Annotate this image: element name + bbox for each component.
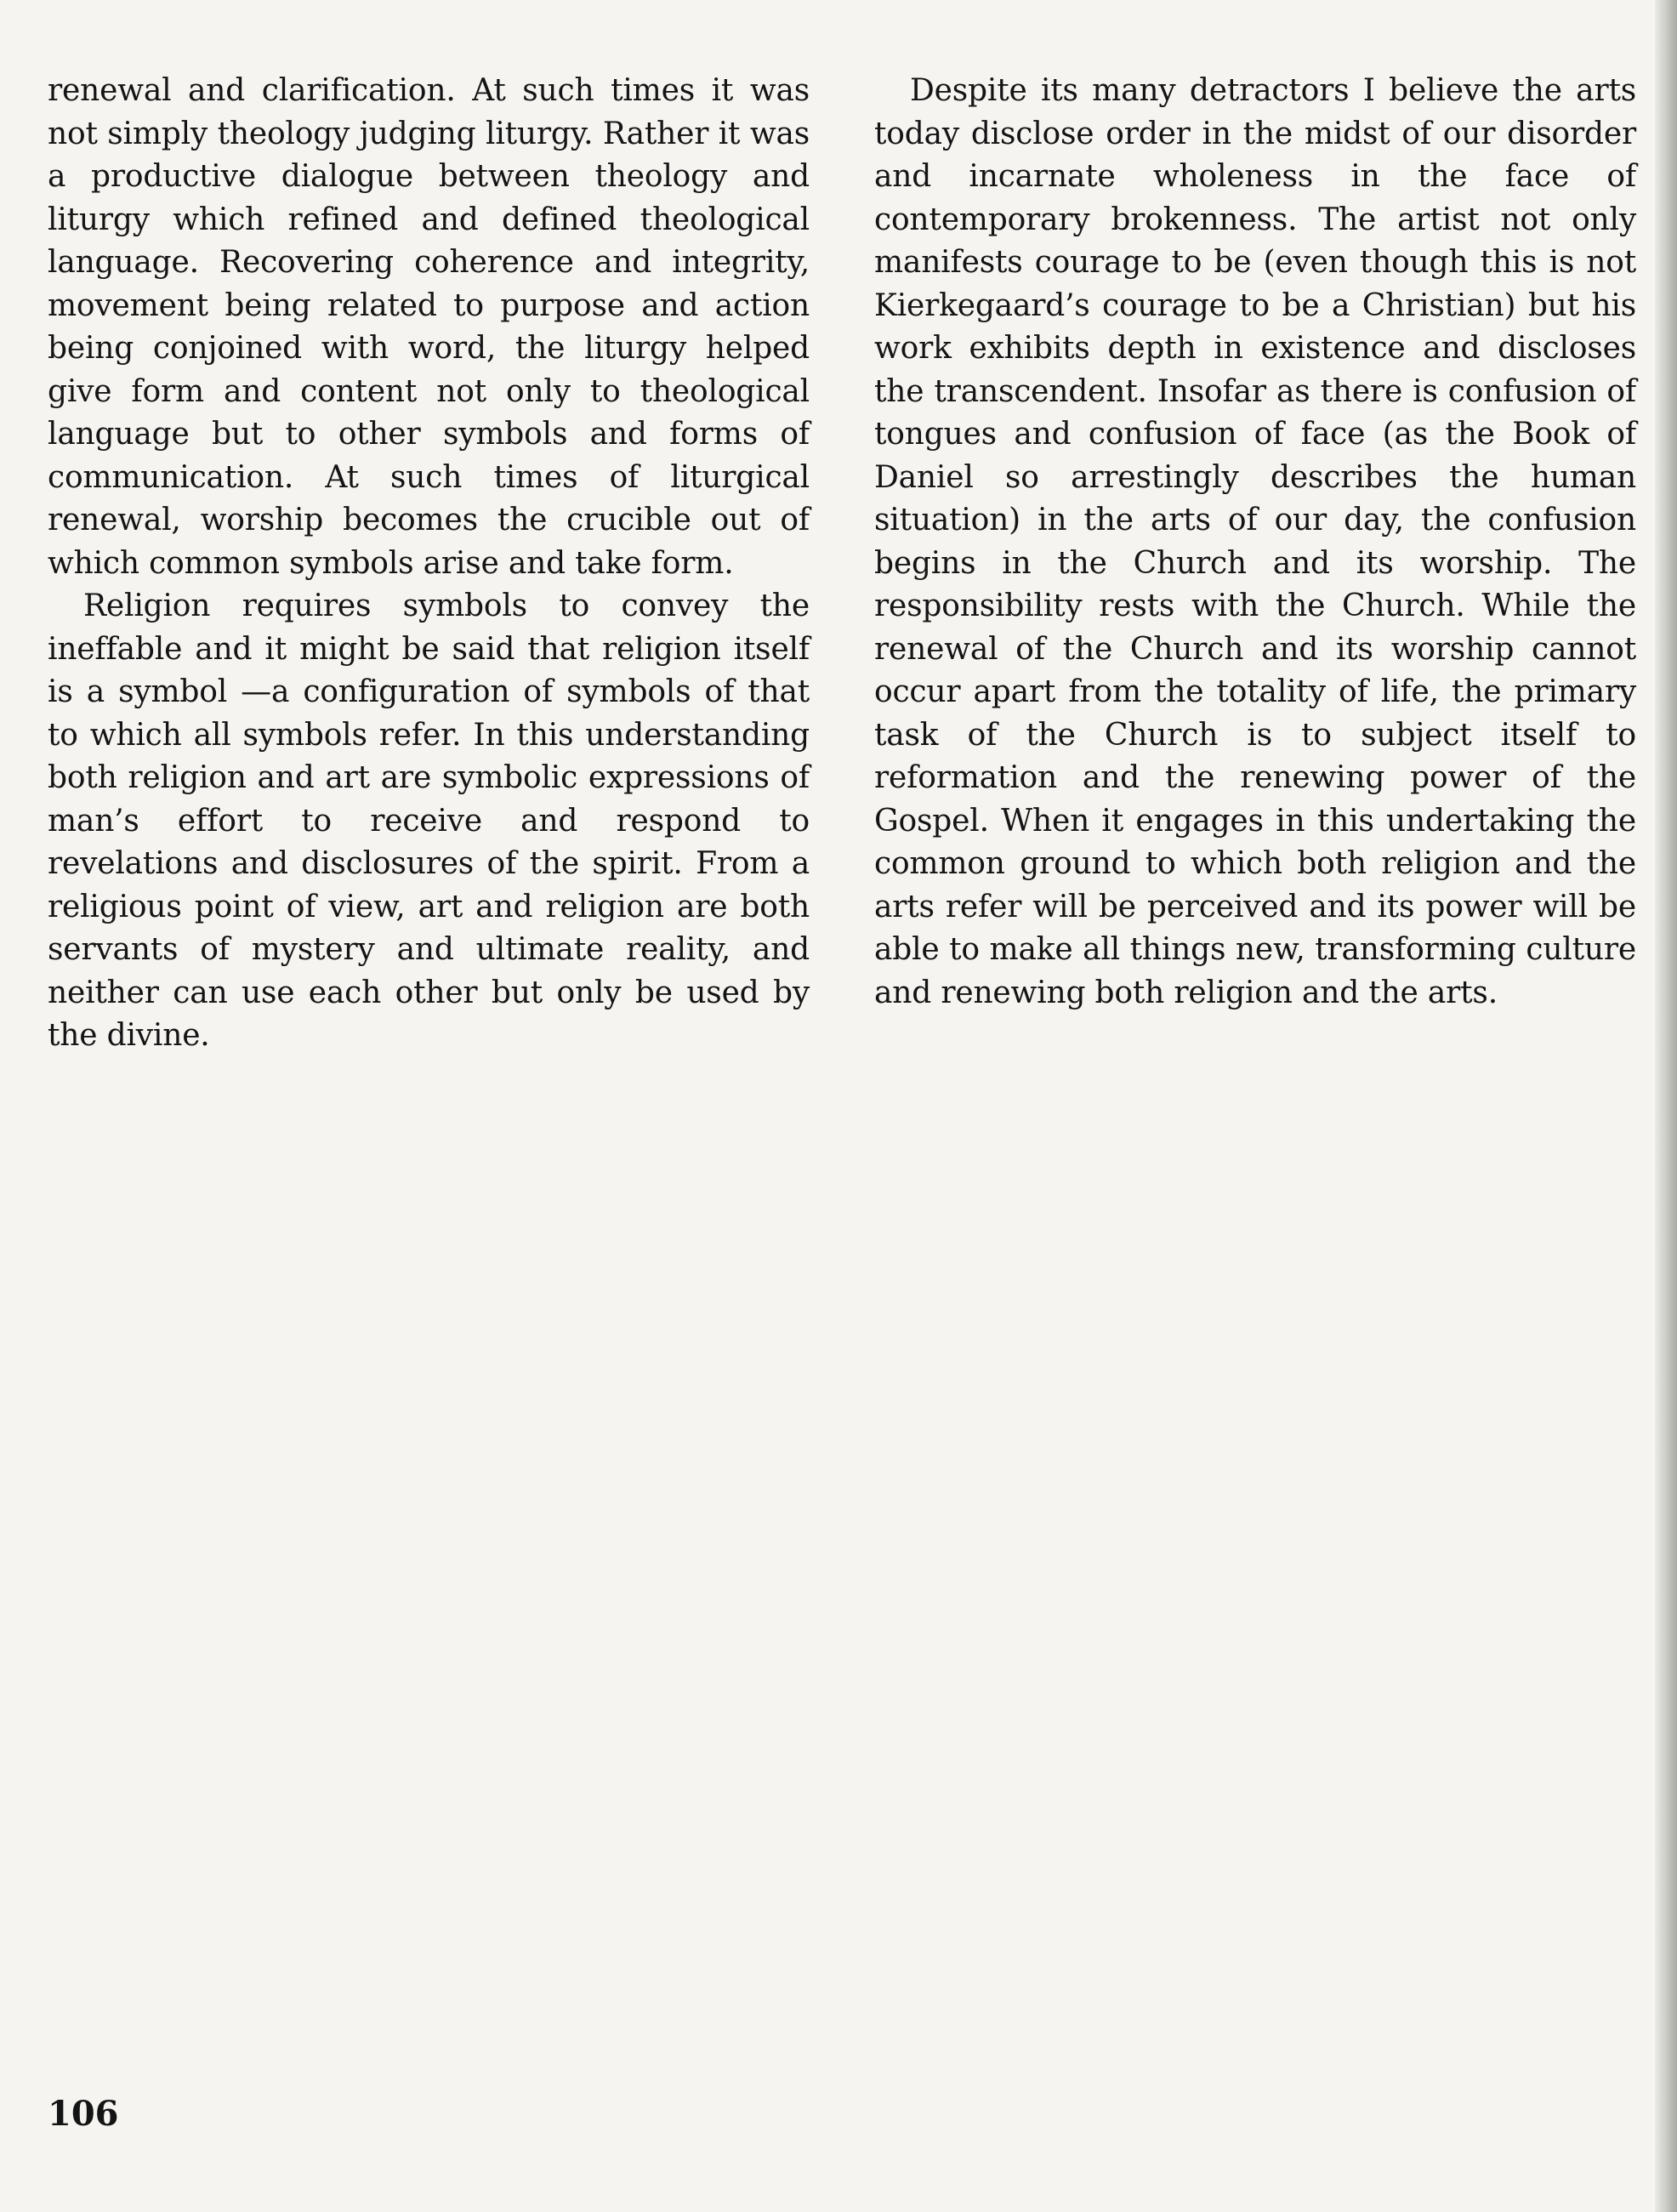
page-number: 106	[48, 2094, 119, 2134]
left-paragraph-2: Religion requires symbols to convey the ineffable and it might be said that religion itself is a symbol —a configuration of symbols of that to which all symbols refer. In this understanding both religion and art are symbolic expressions of man’s effort to receive and respond to revelations and disclosures of the spirit. From a religious point of view, art and religion are both servants of mystery and ultimate reality, and neither can use each other but only be used by the divine.	[48, 589, 810, 1053]
left-column	[48, 70, 810, 1058]
right-paragraph-1: Despite its many detractors I believe the arts today disclose order in the midst of our disorder and incarnate wholeness in the face of contemporary brokenness. The artist not only manifests courage to be (even though this is not Kierkegaard’s courage to be a Christian) but his work exhibits depth in existence and discloses the transcendent. Insofar as there is confusion of tongues and confusion of face (as the Book of Daniel so arrestingly describes the human situation) in the arts of our day, the confusion begins in the Church and its worship. The responsibility rests with the Church. While the renewal of the Church and its worship cannot occur apart from the totality of life, the primary task of the Church is to subject itself to reformation and the renewing power of the Gospel. When it engages in this undertaking the common ground to which both religion and the arts refer will be perceived and its power will be able to make all things new, transforming culture and renewing both religion and the arts.	[874, 73, 1636, 1010]
left-paragraph-1: renewal and clarification. At such times it was not simply theology judging liturgy. Rather it was a productive dialogue between theology and liturgy which refined and defined theological language. Recovering coherence and integrity, movement being related to purpose and action being conjoined with word, the liturgy helped give form and content not only to theological language but to other symbols and forms of communication. At such times of liturgical renewal, worship becomes the crucible out of which common symbols arise and take form.	[48, 73, 810, 581]
page-edge	[1655, 0, 1677, 2212]
right-column	[874, 70, 1636, 1015]
